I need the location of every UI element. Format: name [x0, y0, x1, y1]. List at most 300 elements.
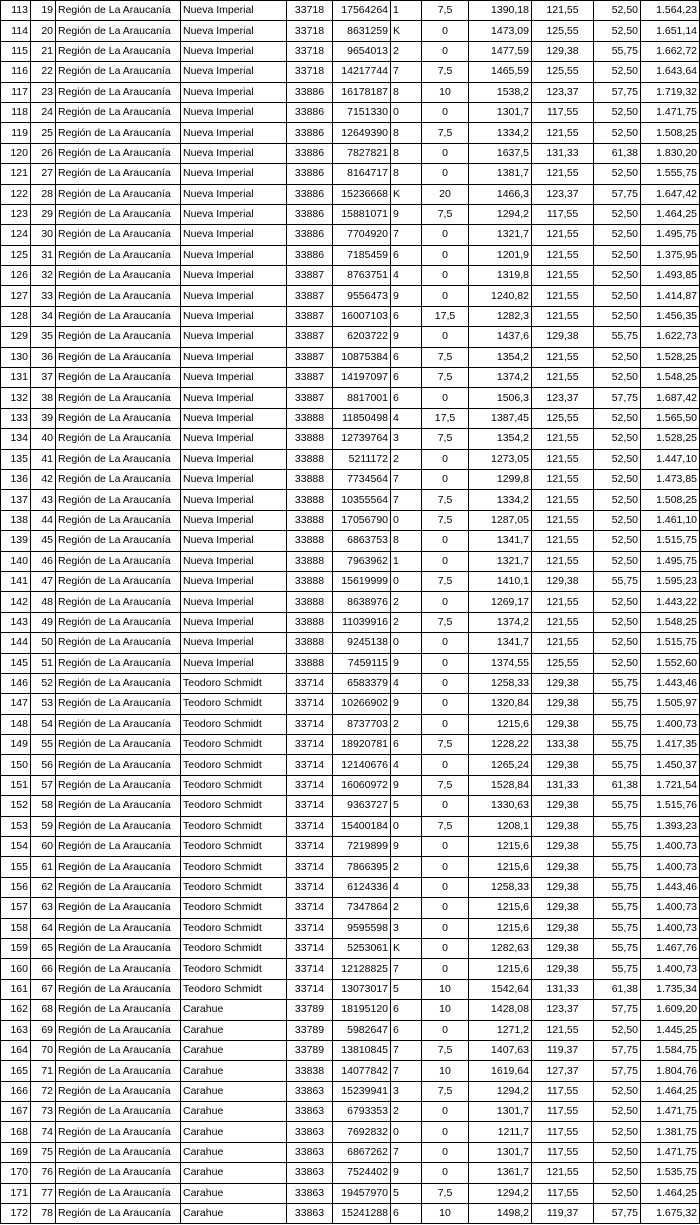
- item-number-cell: 73: [31, 1102, 56, 1122]
- total-cell: 1.552,60: [641, 653, 700, 673]
- value-a-cell: 129,38: [532, 857, 594, 877]
- value-a-cell: 125,55: [532, 21, 594, 41]
- amount-cell: 1387,45: [469, 408, 532, 428]
- value-b-cell: 55,75: [594, 41, 641, 61]
- rut-cell: 7704920: [333, 225, 391, 245]
- row-number-cell: 141: [1, 571, 31, 591]
- value-b-cell: 57,75: [594, 1061, 641, 1081]
- table-row: [1, 1061, 700, 1081]
- commune-cell: Carahue: [181, 1061, 287, 1081]
- total-cell: 1.535,75: [641, 1163, 700, 1183]
- item-number-cell: 41: [31, 449, 56, 469]
- value-a-cell: 129,38: [532, 327, 594, 347]
- bonus-cell: 0: [422, 653, 469, 673]
- value-a-cell: 125,55: [532, 62, 594, 82]
- row-number-cell: 152: [1, 796, 31, 816]
- amount-cell: 1287,05: [469, 510, 532, 530]
- check-digit-cell: 9: [391, 204, 422, 224]
- row-number-cell: 113: [1, 1, 31, 21]
- table-row: [1, 327, 700, 347]
- amount-cell: 1334,2: [469, 490, 532, 510]
- value-a-cell: 119,37: [532, 1204, 594, 1224]
- amount-cell: 1637,5: [469, 143, 532, 163]
- amount-cell: 1301,7: [469, 1102, 532, 1122]
- rut-cell: 7827821: [333, 143, 391, 163]
- rut-cell: 8638976: [333, 592, 391, 612]
- check-digit-cell: 5: [391, 796, 422, 816]
- total-cell: 1.467,76: [641, 938, 700, 958]
- region-cell: Región de La Araucanía: [56, 959, 181, 979]
- amount-cell: 1465,59: [469, 62, 532, 82]
- value-a-cell: 121,55: [532, 531, 594, 551]
- rut-cell: 17056790: [333, 510, 391, 530]
- bonus-cell: 7,5: [422, 775, 469, 795]
- commune-cell: Teodoro Schmidt: [181, 959, 287, 979]
- value-b-cell: 57,75: [594, 388, 641, 408]
- value-a-cell: 131,33: [532, 775, 594, 795]
- value-a-cell: 119,37: [532, 1040, 594, 1060]
- total-cell: 1.381,75: [641, 1122, 700, 1142]
- total-cell: 1.528,25: [641, 347, 700, 367]
- table-row: [1, 368, 700, 388]
- total-cell: 1.445,25: [641, 1020, 700, 1040]
- table-row: [1, 388, 700, 408]
- check-digit-cell: 4: [391, 673, 422, 693]
- commune-cell: Nueva Imperial: [181, 490, 287, 510]
- rut-cell: 7347864: [333, 898, 391, 918]
- bonus-cell: 0: [422, 714, 469, 734]
- commune-cell: Nueva Imperial: [181, 143, 287, 163]
- value-a-cell: 123,37: [532, 82, 594, 102]
- check-digit-cell: 7: [391, 62, 422, 82]
- amount-cell: 1258,33: [469, 673, 532, 693]
- code-cell: 33888: [287, 592, 333, 612]
- check-digit-cell: 7: [391, 469, 422, 489]
- check-digit-cell: 7: [391, 1061, 422, 1081]
- total-cell: 1.651,14: [641, 21, 700, 41]
- value-b-cell: 55,75: [594, 714, 641, 734]
- total-cell: 1.564,23: [641, 1, 700, 21]
- amount-cell: 1294,2: [469, 1183, 532, 1203]
- table-row: [1, 592, 700, 612]
- check-digit-cell: 4: [391, 266, 422, 286]
- value-a-cell: 129,38: [532, 837, 594, 857]
- table-row: [1, 633, 700, 653]
- code-cell: 33886: [287, 225, 333, 245]
- amount-cell: 1542,64: [469, 979, 532, 999]
- item-number-cell: 45: [31, 531, 56, 551]
- row-number-cell: 168: [1, 1122, 31, 1142]
- item-number-cell: 50: [31, 633, 56, 653]
- rut-cell: 9556473: [333, 286, 391, 306]
- region-cell: Región de La Araucanía: [56, 82, 181, 102]
- code-cell: 33718: [287, 21, 333, 41]
- code-cell: 33714: [287, 673, 333, 693]
- bonus-cell: 7,5: [422, 1040, 469, 1060]
- amount-cell: 1466,3: [469, 184, 532, 204]
- region-cell: Región de La Araucanía: [56, 62, 181, 82]
- item-number-cell: 36: [31, 347, 56, 367]
- region-cell: Región de La Araucanía: [56, 469, 181, 489]
- item-number-cell: 43: [31, 490, 56, 510]
- check-digit-cell: 6: [391, 368, 422, 388]
- code-cell: 33886: [287, 245, 333, 265]
- value-b-cell: 55,75: [594, 938, 641, 958]
- value-b-cell: 52,50: [594, 225, 641, 245]
- value-b-cell: 52,50: [594, 306, 641, 326]
- rut-cell: 5211172: [333, 449, 391, 469]
- amount-cell: 1269,17: [469, 592, 532, 612]
- region-cell: Región de La Araucanía: [56, 1020, 181, 1040]
- item-number-cell: 60: [31, 837, 56, 857]
- table-row: [1, 571, 700, 591]
- code-cell: 33888: [287, 653, 333, 673]
- value-b-cell: 55,75: [594, 735, 641, 755]
- table-row: [1, 714, 700, 734]
- code-cell: 33863: [287, 1183, 333, 1203]
- value-b-cell: 52,50: [594, 21, 641, 41]
- table-row: [1, 1163, 700, 1183]
- value-a-cell: 129,38: [532, 918, 594, 938]
- total-cell: 1.565,50: [641, 408, 700, 428]
- bonus-cell: 0: [422, 938, 469, 958]
- commune-cell: Carahue: [181, 1204, 287, 1224]
- value-b-cell: 55,75: [594, 755, 641, 775]
- amount-cell: 1215,6: [469, 959, 532, 979]
- code-cell: 33718: [287, 41, 333, 61]
- rut-cell: 10266902: [333, 694, 391, 714]
- item-number-cell: 48: [31, 592, 56, 612]
- rut-cell: 5982647: [333, 1020, 391, 1040]
- value-b-cell: 52,50: [594, 102, 641, 122]
- item-number-cell: 69: [31, 1020, 56, 1040]
- check-digit-cell: 7: [391, 1142, 422, 1162]
- check-digit-cell: 9: [391, 1163, 422, 1183]
- table-row: [1, 41, 700, 61]
- region-cell: Región de La Araucanía: [56, 816, 181, 836]
- region-cell: Región de La Araucanía: [56, 21, 181, 41]
- bonus-cell: 7,5: [422, 1081, 469, 1101]
- value-b-cell: 55,75: [594, 694, 641, 714]
- total-cell: 1.687,42: [641, 388, 700, 408]
- code-cell: 33714: [287, 959, 333, 979]
- commune-cell: Teodoro Schmidt: [181, 898, 287, 918]
- item-number-cell: 22: [31, 62, 56, 82]
- table-row: [1, 837, 700, 857]
- row-number-cell: 125: [1, 245, 31, 265]
- commune-cell: Nueva Imperial: [181, 102, 287, 122]
- amount-cell: 1240,82: [469, 286, 532, 306]
- value-a-cell: 121,55: [532, 123, 594, 143]
- rut-cell: 7734564: [333, 469, 391, 489]
- rut-cell: 13810845: [333, 1040, 391, 1060]
- check-digit-cell: 9: [391, 775, 422, 795]
- item-number-cell: 58: [31, 796, 56, 816]
- item-number-cell: 32: [31, 266, 56, 286]
- item-number-cell: 20: [31, 21, 56, 41]
- commune-cell: Teodoro Schmidt: [181, 775, 287, 795]
- value-b-cell: 57,75: [594, 1204, 641, 1224]
- code-cell: 33888: [287, 510, 333, 530]
- commune-cell: Nueva Imperial: [181, 123, 287, 143]
- code-cell: 33714: [287, 714, 333, 734]
- value-a-cell: 121,55: [532, 490, 594, 510]
- value-a-cell: 131,33: [532, 143, 594, 163]
- rut-cell: 7963962: [333, 551, 391, 571]
- code-cell: 33789: [287, 1020, 333, 1040]
- value-b-cell: 57,75: [594, 1000, 641, 1020]
- check-digit-cell: 8: [391, 143, 422, 163]
- check-digit-cell: 5: [391, 1183, 422, 1203]
- region-cell: Región de La Araucanía: [56, 1040, 181, 1060]
- value-b-cell: 52,50: [594, 449, 641, 469]
- total-cell: 1.548,25: [641, 612, 700, 632]
- value-b-cell: 55,75: [594, 796, 641, 816]
- item-number-cell: 51: [31, 653, 56, 673]
- value-b-cell: 52,50: [594, 469, 641, 489]
- rut-cell: 5253061: [333, 938, 391, 958]
- value-a-cell: 127,37: [532, 1061, 594, 1081]
- item-number-cell: 76: [31, 1163, 56, 1183]
- item-number-cell: 72: [31, 1081, 56, 1101]
- check-digit-cell: 6: [391, 735, 422, 755]
- value-a-cell: 121,55: [532, 633, 594, 653]
- rut-cell: 8631259: [333, 21, 391, 41]
- rut-cell: 6583379: [333, 673, 391, 693]
- rut-cell: 11039916: [333, 612, 391, 632]
- row-number-cell: 117: [1, 82, 31, 102]
- region-cell: Región de La Araucanía: [56, 245, 181, 265]
- amount-cell: 1498,2: [469, 1204, 532, 1224]
- row-number-cell: 130: [1, 347, 31, 367]
- table-row: [1, 877, 700, 897]
- rut-cell: 12140676: [333, 755, 391, 775]
- row-number-cell: 142: [1, 592, 31, 612]
- item-number-cell: 68: [31, 1000, 56, 1020]
- total-cell: 1.493,85: [641, 266, 700, 286]
- code-cell: 33886: [287, 204, 333, 224]
- item-number-cell: 39: [31, 408, 56, 428]
- total-cell: 1.473,85: [641, 469, 700, 489]
- value-b-cell: 52,50: [594, 1122, 641, 1142]
- bonus-cell: 0: [422, 1142, 469, 1162]
- bonus-cell: 0: [422, 898, 469, 918]
- commune-cell: Teodoro Schmidt: [181, 938, 287, 958]
- value-a-cell: 129,38: [532, 796, 594, 816]
- bonus-cell: 0: [422, 531, 469, 551]
- commune-cell: Nueva Imperial: [181, 225, 287, 245]
- table-row: [1, 694, 700, 714]
- total-cell: 1.675,32: [641, 1204, 700, 1224]
- total-cell: 1.400,73: [641, 857, 700, 877]
- total-cell: 1.393,23: [641, 816, 700, 836]
- row-number-cell: 147: [1, 694, 31, 714]
- rut-cell: 11850498: [333, 408, 391, 428]
- table-row: [1, 123, 700, 143]
- item-number-cell: 42: [31, 469, 56, 489]
- item-number-cell: 66: [31, 959, 56, 979]
- rut-cell: 18920781: [333, 735, 391, 755]
- table-row: [1, 1081, 700, 1101]
- commune-cell: Nueva Imperial: [181, 449, 287, 469]
- value-b-cell: 55,75: [594, 857, 641, 877]
- region-cell: Región de La Araucanía: [56, 551, 181, 571]
- total-cell: 1.375,95: [641, 245, 700, 265]
- row-number-cell: 169: [1, 1142, 31, 1162]
- rut-cell: 14077842: [333, 1061, 391, 1081]
- bonus-cell: 0: [422, 673, 469, 693]
- region-cell: Región de La Araucanía: [56, 898, 181, 918]
- value-a-cell: 121,55: [532, 510, 594, 530]
- row-number-cell: 114: [1, 21, 31, 41]
- total-cell: 1.662,72: [641, 41, 700, 61]
- commune-cell: Carahue: [181, 1142, 287, 1162]
- region-cell: Región de La Araucanía: [56, 1081, 181, 1101]
- region-cell: Región de La Araucanía: [56, 775, 181, 795]
- code-cell: 33886: [287, 143, 333, 163]
- region-cell: Región de La Araucanía: [56, 633, 181, 653]
- row-number-cell: 148: [1, 714, 31, 734]
- bonus-cell: 0: [422, 959, 469, 979]
- region-cell: Región de La Araucanía: [56, 510, 181, 530]
- table-row: [1, 286, 700, 306]
- row-number-cell: 164: [1, 1040, 31, 1060]
- code-cell: 33887: [287, 286, 333, 306]
- bonus-cell: 0: [422, 245, 469, 265]
- item-number-cell: 19: [31, 1, 56, 21]
- row-number-cell: 138: [1, 510, 31, 530]
- region-cell: Región de La Araucanía: [56, 612, 181, 632]
- rut-cell: 15619999: [333, 571, 391, 591]
- commune-cell: Nueva Imperial: [181, 245, 287, 265]
- check-digit-cell: 0: [391, 510, 422, 530]
- row-number-cell: 136: [1, 469, 31, 489]
- value-a-cell: 121,55: [532, 368, 594, 388]
- code-cell: 33886: [287, 102, 333, 122]
- amount-cell: 1341,7: [469, 531, 532, 551]
- item-number-cell: 70: [31, 1040, 56, 1060]
- bonus-cell: 10: [422, 979, 469, 999]
- code-cell: 33888: [287, 408, 333, 428]
- value-a-cell: 121,55: [532, 1020, 594, 1040]
- rut-cell: 14197097: [333, 368, 391, 388]
- code-cell: 33887: [287, 388, 333, 408]
- table-row: [1, 959, 700, 979]
- value-b-cell: 52,50: [594, 1163, 641, 1183]
- item-number-cell: 59: [31, 816, 56, 836]
- table-row: [1, 62, 700, 82]
- check-digit-cell: 6: [391, 1000, 422, 1020]
- total-cell: 1.461,10: [641, 510, 700, 530]
- row-number-cell: 127: [1, 286, 31, 306]
- region-cell: Región de La Araucanía: [56, 694, 181, 714]
- item-number-cell: 30: [31, 225, 56, 245]
- value-b-cell: 52,50: [594, 266, 641, 286]
- row-number-cell: 133: [1, 408, 31, 428]
- bonus-cell: 7,5: [422, 347, 469, 367]
- value-a-cell: 121,55: [532, 347, 594, 367]
- region-cell: Región de La Araucanía: [56, 408, 181, 428]
- rut-cell: 12128825: [333, 959, 391, 979]
- table-row: [1, 612, 700, 632]
- table-row: [1, 1183, 700, 1203]
- item-number-cell: 74: [31, 1122, 56, 1142]
- value-b-cell: 61,38: [594, 775, 641, 795]
- check-digit-cell: 2: [391, 1102, 422, 1122]
- value-b-cell: 55,75: [594, 673, 641, 693]
- total-cell: 1.555,75: [641, 164, 700, 184]
- region-cell: Región de La Araucanía: [56, 266, 181, 286]
- value-a-cell: 121,55: [532, 245, 594, 265]
- value-b-cell: 55,75: [594, 571, 641, 591]
- check-digit-cell: 2: [391, 898, 422, 918]
- bonus-cell: 10: [422, 1061, 469, 1081]
- bonus-cell: 7,5: [422, 62, 469, 82]
- check-digit-cell: 0: [391, 633, 422, 653]
- total-cell: 1.508,25: [641, 123, 700, 143]
- code-cell: 33863: [287, 1204, 333, 1224]
- bonus-cell: 7,5: [422, 368, 469, 388]
- amount-cell: 1437,6: [469, 327, 532, 347]
- value-a-cell: 121,55: [532, 429, 594, 449]
- total-cell: 1.443,46: [641, 877, 700, 897]
- commune-cell: Teodoro Schmidt: [181, 877, 287, 897]
- region-cell: Región de La Araucanía: [56, 388, 181, 408]
- region-cell: Región de La Araucanía: [56, 837, 181, 857]
- commune-cell: Nueva Imperial: [181, 164, 287, 184]
- value-b-cell: 52,50: [594, 1142, 641, 1162]
- table-row: [1, 245, 700, 265]
- code-cell: 33714: [287, 735, 333, 755]
- rut-cell: 6124336: [333, 877, 391, 897]
- region-cell: Región de La Araucanía: [56, 164, 181, 184]
- table-row: [1, 938, 700, 958]
- region-cell: Región de La Araucanía: [56, 571, 181, 591]
- total-cell: 1.515,76: [641, 796, 700, 816]
- table-row: [1, 306, 700, 326]
- region-cell: Región de La Araucanía: [56, 653, 181, 673]
- value-a-cell: 129,38: [532, 571, 594, 591]
- amount-cell: 1294,2: [469, 1081, 532, 1101]
- check-digit-cell: 2: [391, 41, 422, 61]
- code-cell: 33888: [287, 490, 333, 510]
- commune-cell: Teodoro Schmidt: [181, 796, 287, 816]
- value-b-cell: 52,50: [594, 510, 641, 530]
- row-number-cell: 154: [1, 837, 31, 857]
- value-a-cell: 117,55: [532, 102, 594, 122]
- table-row: [1, 673, 700, 693]
- table-row: [1, 408, 700, 428]
- rut-cell: 15881071: [333, 204, 391, 224]
- rut-cell: 12739764: [333, 429, 391, 449]
- bonus-cell: 0: [422, 755, 469, 775]
- total-cell: 1.505,97: [641, 694, 700, 714]
- region-cell: Región de La Araucanía: [56, 755, 181, 775]
- region-cell: Región de La Araucanía: [56, 204, 181, 224]
- commune-cell: Nueva Imperial: [181, 327, 287, 347]
- item-number-cell: 29: [31, 204, 56, 224]
- item-number-cell: 40: [31, 429, 56, 449]
- item-number-cell: 35: [31, 327, 56, 347]
- code-cell: 33714: [287, 857, 333, 877]
- commune-cell: Nueva Imperial: [181, 571, 287, 591]
- value-a-cell: 121,55: [532, 225, 594, 245]
- row-number-cell: 131: [1, 368, 31, 388]
- rut-cell: 10355564: [333, 490, 391, 510]
- total-cell: 1.464,25: [641, 1081, 700, 1101]
- bonus-cell: 0: [422, 388, 469, 408]
- amount-cell: 1265,24: [469, 755, 532, 775]
